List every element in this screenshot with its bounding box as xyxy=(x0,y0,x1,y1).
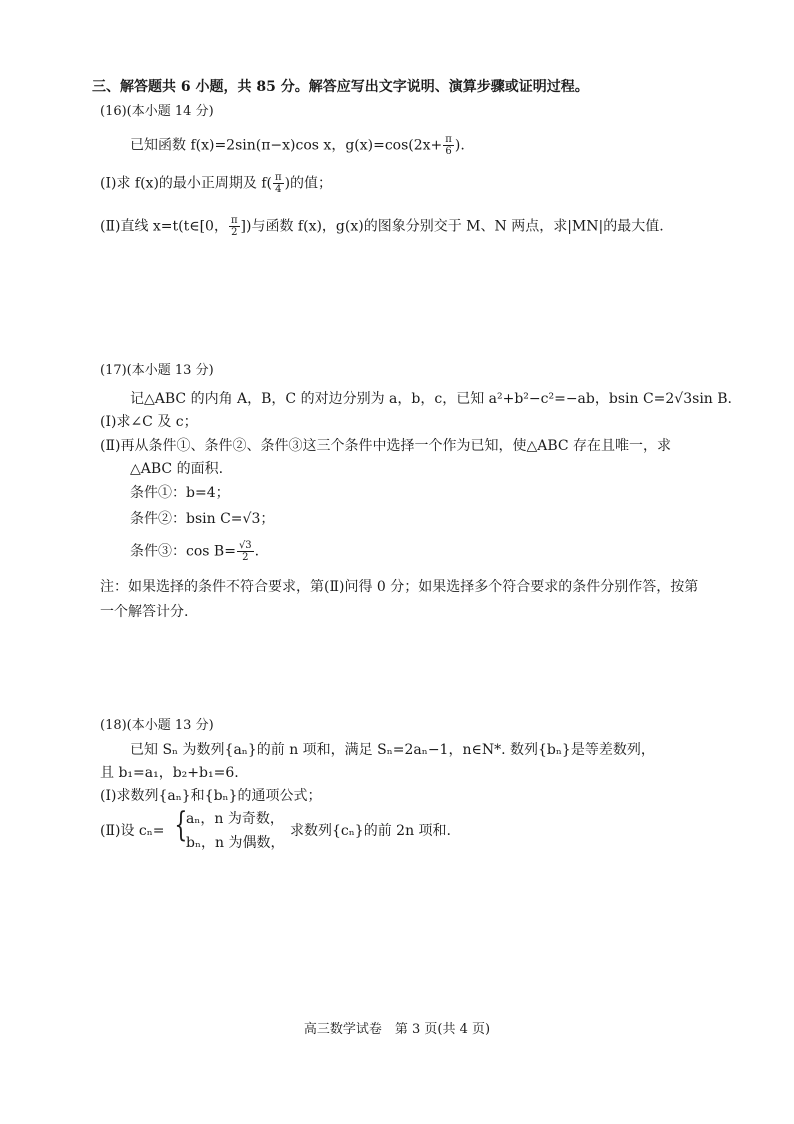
fraction-numerator: π xyxy=(230,215,238,226)
q16-stem-text-a: 已知函数 f(x)=2sin(π−x)cos x，g(x)=cos(2x+ xyxy=(130,137,443,154)
q16-stem-text-b: ). xyxy=(454,137,465,154)
page-footer: 高三数学试卷 第 3 页(共 4 页) xyxy=(303,1022,491,1037)
fraction-denominator: 6 xyxy=(445,146,452,157)
section-header: 三、解答题共 6 小题，共 85 分。解答应写出文字说明、演算步骤或证明过程。 xyxy=(92,79,589,95)
q16-part1 xyxy=(100,172,332,195)
q17-part2-line1: (Ⅱ)再从条件①、条件②、条件③这三个条件中选择一个作为已知，使△ABC 存在且唯一，求 xyxy=(100,438,672,454)
q17-cond3-fraction xyxy=(237,540,254,563)
q17-condition-2: 条件②：bsin C=√3； xyxy=(130,511,275,527)
q18-stem-line1: 已知 Sₙ 为数列{aₙ}的前 n 项和，满足 Sₙ=2aₙ−1，n∈N*. 数列{bₙ}是等差数列， xyxy=(130,742,655,758)
q16-part1-text-a: (Ⅰ)求 f(x)的最小正周期及 f( xyxy=(100,175,272,192)
q16-part1-fraction xyxy=(273,172,284,195)
q16-part2 xyxy=(100,215,664,238)
q18-stem-line2: 且 b₁=a₁，b₂+b₁=6. xyxy=(100,765,239,781)
q17-heading: (17)(本小题 13 分) xyxy=(100,363,214,378)
q17-note-line1: 注：如果选择的条件不符合要求，第(Ⅱ)问得 0 分；如果选择多个符合要求的条件分别作答，按第 xyxy=(100,579,699,595)
fraction-numerator: √3 xyxy=(238,540,252,551)
q16-part2-text-b: ])与函数 f(x)，g(x)的图象分别交于 M、N 两点，求|MN|的最大值. xyxy=(240,218,664,235)
q18-part2-suffix: 求数列{cₙ}的前 2n 项和. xyxy=(290,823,451,839)
q18-case-even: bₙ，n 为偶数， xyxy=(186,835,285,851)
q18-part2-prefix: (Ⅱ)设 cₙ= xyxy=(100,823,165,839)
q17-note-line2: 一个解答计分. xyxy=(100,604,189,620)
q17-condition-3 xyxy=(130,540,259,563)
q16-part1-text-b: )的值； xyxy=(284,175,333,192)
fraction-numerator: π xyxy=(275,172,282,183)
q16-stem xyxy=(130,134,465,157)
fraction-denominator: 4 xyxy=(275,184,282,195)
q17-cond3-text-a: 条件③：cos B= xyxy=(130,543,236,560)
fraction-denominator: 2 xyxy=(231,227,238,238)
q18-case-odd: aₙ，n 为奇数， xyxy=(186,811,284,827)
q18-heading: (18)(本小题 13 分) xyxy=(100,718,214,733)
q17-stem: 记△ABC 的内角 A，B，C 的对边分别为 a，b，c，已知 a²+b²−c²=−ab，bsin C=2√3sin B. xyxy=(130,391,732,407)
q17-part2-line2: △ABC 的面积. xyxy=(130,461,224,477)
q16-stem-fraction xyxy=(443,134,454,157)
q17-condition-1: 条件①：b=4； xyxy=(130,485,230,501)
q16-heading: (16)(本小题 14 分) xyxy=(100,104,214,119)
q16-part2-fraction xyxy=(229,215,240,238)
fraction-denominator: 2 xyxy=(242,552,249,563)
q16-part2-text-a: (Ⅱ)直线 x=t(t∈[0， xyxy=(100,218,228,235)
q18-part1: (Ⅰ)求数列{aₙ}和{bₙ}的通项公式； xyxy=(100,788,322,804)
fraction-numerator: π xyxy=(445,134,452,145)
q17-part1: (Ⅰ)求∠C 及 c； xyxy=(100,414,198,430)
left-brace: { xyxy=(174,805,188,845)
q17-cond3-text-b: . xyxy=(254,543,260,560)
